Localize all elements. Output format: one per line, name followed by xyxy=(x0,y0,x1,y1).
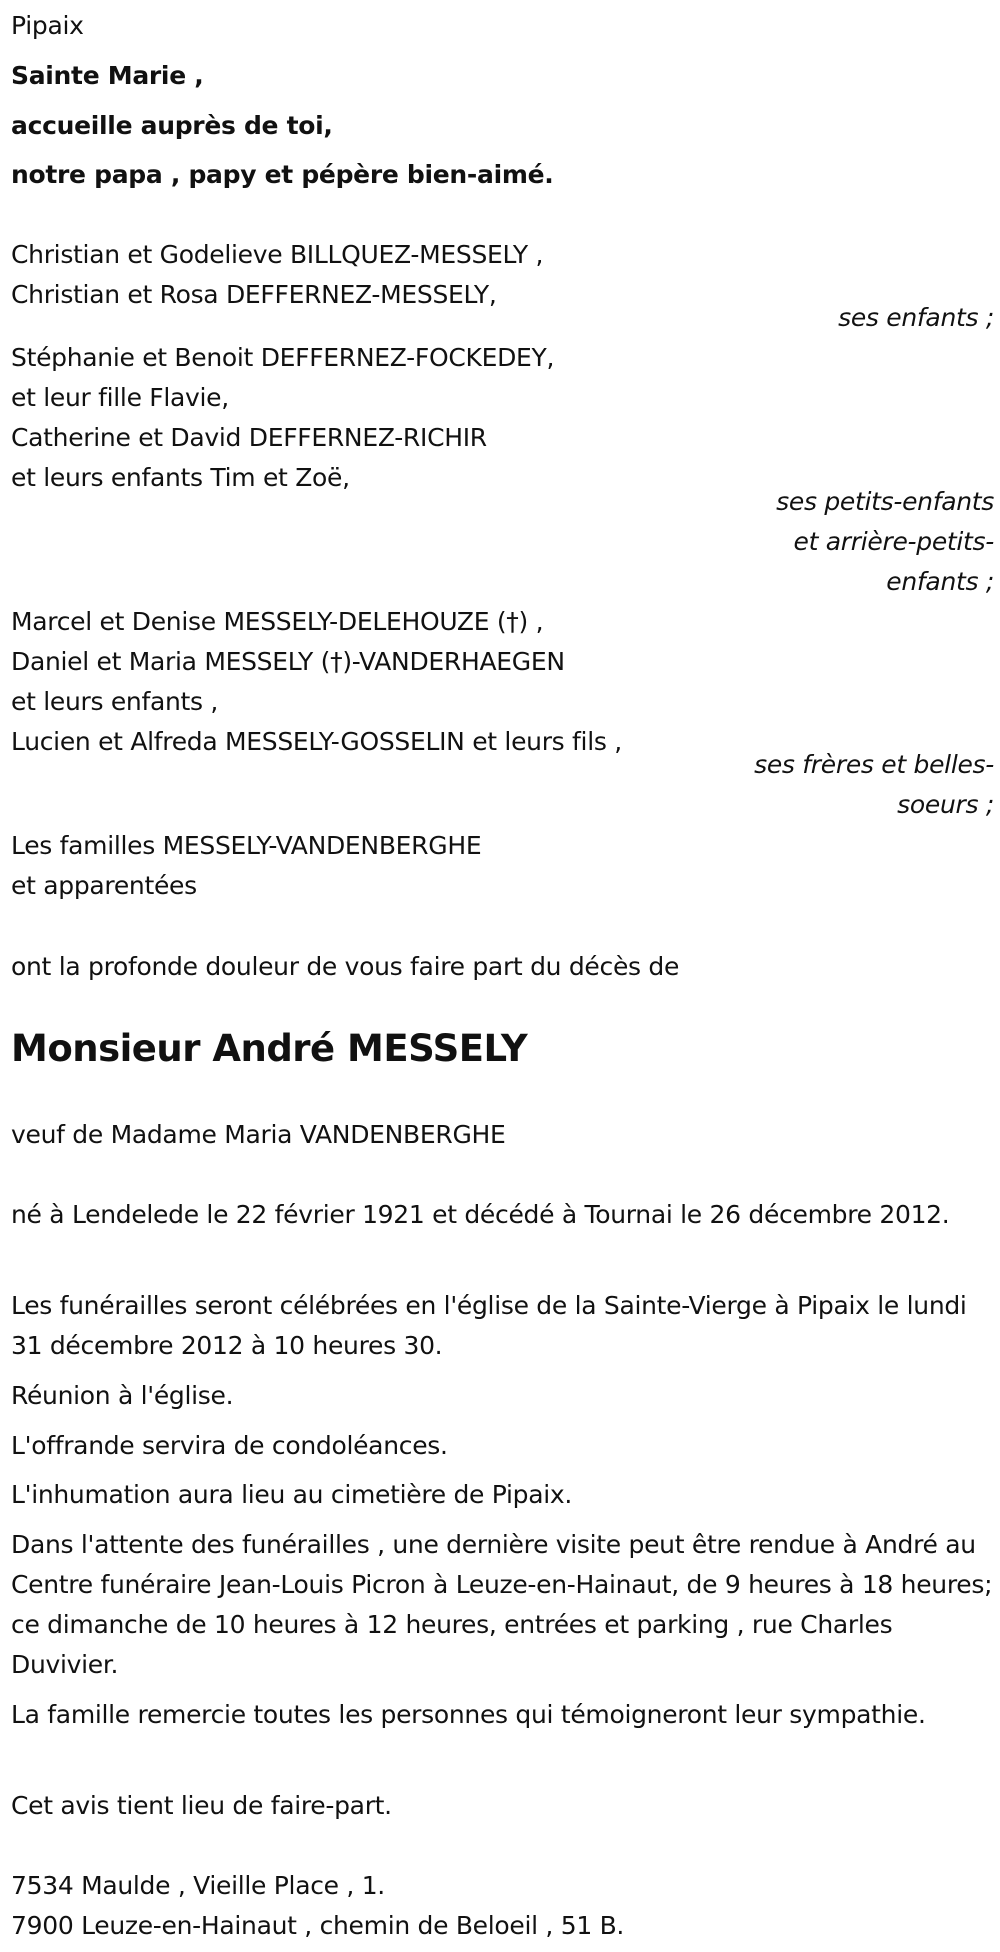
siblings-name-2: Daniel et Maria MESSELY (†)-VANDERHAEGEN xyxy=(11,647,565,676)
invocation-line-2: accueille auprès de toi, xyxy=(11,111,333,140)
thanks-message: La famille remercie toutes les personnes qui témoigneront leur sympathie. xyxy=(11,1700,926,1729)
widower-of: veuf de Madame Maria VANDENBERGHE xyxy=(11,1120,506,1149)
birth-death-dates: né à Lendelede le 22 février 1921 et décédé à Tournai le 26 décembre 2012. xyxy=(11,1200,950,1229)
burial-info: L'inhumation aura lieu au cimetière de Pipaix. xyxy=(11,1480,573,1509)
children-name-1: Christian et Godelieve BILLQUEZ-MESSELY , xyxy=(11,240,544,269)
visitation-info: Dans l'attente des funérailles , une dernière visite peut être rendue à André au Centre funéraire Jean-Louis Picron à Leuze-en-Hainaut, de 9 heures à 18 heures; ce dimanche de 10 heures à 12 heures, entrées et parking , rue Charles Duvivier. xyxy=(11,1530,993,1679)
siblings-name-4: Lucien et Alfreda MESSELY-GOSSELIN et leurs fils , xyxy=(11,727,622,756)
grandchildren-relation-2: et arrière-petits- xyxy=(793,527,994,556)
grandchildren-name-3: Catherine et David DEFFERNEZ-RICHIR xyxy=(11,423,487,452)
grandchildren-relation-1: ses petits-enfants xyxy=(776,487,994,516)
children-relation: ses enfants ; xyxy=(838,303,994,332)
address-1: 7534 Maulde , Vieille Place , 1. xyxy=(11,1871,385,1900)
grandchildren-relation-3: enfants ; xyxy=(886,567,994,596)
siblings-name-3: et leurs enfants , xyxy=(11,687,219,716)
extended-family-1: Les familles MESSELY-VANDENBERGHE xyxy=(11,831,482,860)
notice-statement: Cet avis tient lieu de faire-part. xyxy=(11,1791,392,1820)
grandchildren-name-1: Stéphanie et Benoit DEFFERNEZ-FOCKEDEY, xyxy=(11,343,555,372)
siblings-relation-2: soeurs ; xyxy=(897,790,994,819)
extended-family-2: et apparentées xyxy=(11,871,197,900)
funeral-info: Les funérailles seront célébrées en l'église de la Sainte-Vierge à Pipaix le lundi 31 décembre 2012 à 10 heures 30. xyxy=(11,1291,967,1360)
children-name-2: Christian et Rosa DEFFERNEZ-MESSELY, xyxy=(11,280,497,309)
invocation-line-3: notre papa , papy et pépère bien-aimé. xyxy=(11,160,554,189)
siblings-name-1: Marcel et Denise MESSELY-DELEHOUZE (†) , xyxy=(11,607,544,636)
invocation-line-1: Sainte Marie , xyxy=(11,61,204,90)
grandchildren-name-4: et leurs enfants Tim et Zoë, xyxy=(11,463,350,492)
address-2: 7900 Leuze-en-Hainaut , chemin de Beloeil , 51 B. xyxy=(11,1911,625,1940)
offering-info: L'offrande servira de condoléances. xyxy=(11,1431,448,1460)
place-name: Pipaix xyxy=(11,11,84,40)
meeting-info: Réunion à l'église. xyxy=(11,1381,234,1410)
siblings-relation-1: ses frères et belles- xyxy=(754,750,994,779)
deceased-name: Monsieur André MESSELY xyxy=(11,1027,528,1070)
grandchildren-name-2: et leur fille Flavie, xyxy=(11,383,229,412)
announcement-intro: ont la profonde douleur de vous faire part du décès de xyxy=(11,952,680,981)
